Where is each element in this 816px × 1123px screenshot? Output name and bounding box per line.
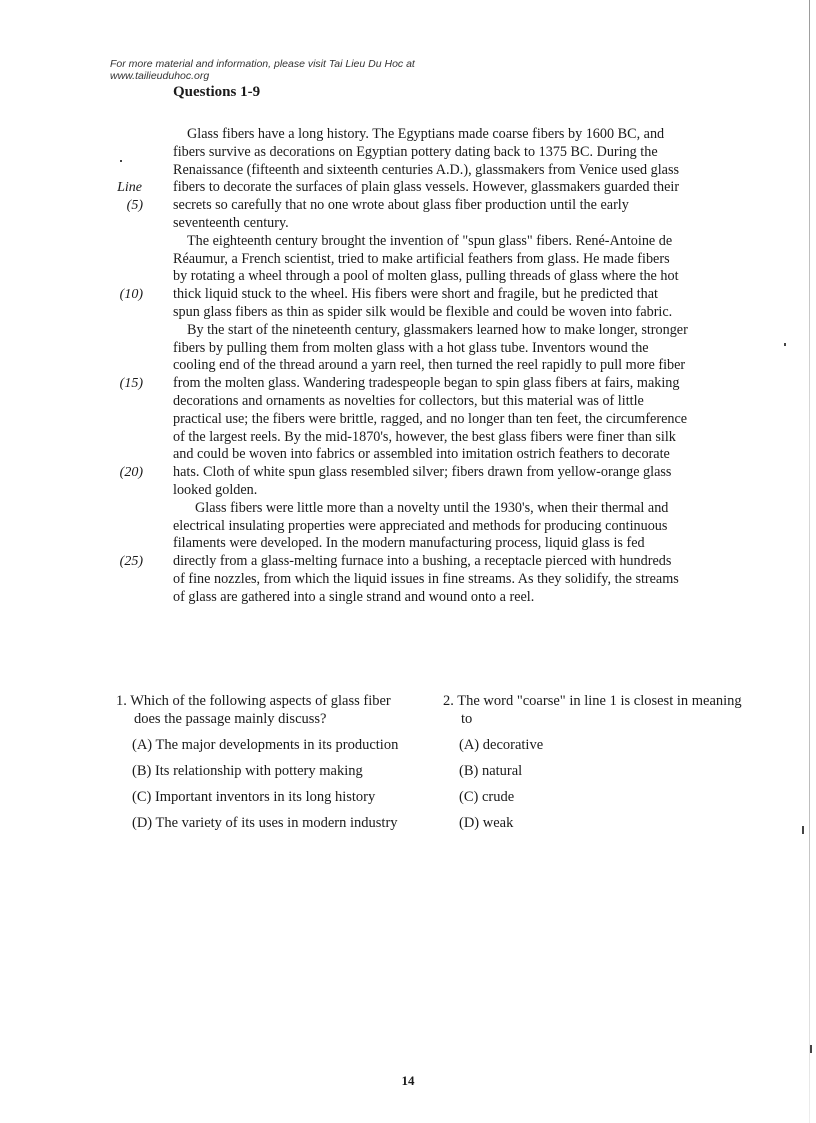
passage-line (0, 268, 816, 285)
passage-line (0, 340, 816, 357)
answer-option[interactable]: (D) The variety of its uses in modern industry (132, 815, 398, 831)
passage-line (0, 144, 816, 161)
question-1 (116, 692, 416, 832)
passage-line (0, 535, 816, 552)
passage-line-text: looked golden. (173, 482, 258, 498)
passage-line-text: fibers to decorate the surfaces of plain glass vessels. However, glassmakers guarded their (173, 179, 680, 196)
line-number-label: (25) (119, 554, 143, 570)
passage-line (0, 482, 816, 499)
scan-speck (784, 343, 786, 346)
line-number-label: (20) (119, 465, 143, 481)
scan-speck (802, 826, 804, 834)
passage-line (0, 429, 816, 446)
answer-option[interactable]: (B) natural (459, 763, 523, 779)
question-stem: 2. The word "coarse" in line 1 is closest in meaning to (443, 693, 742, 727)
answer-option[interactable]: (C) crude (459, 789, 515, 805)
scan-speck (120, 160, 122, 162)
passage-line-text: of glass are gathered into a single strand and wound onto a reel. (173, 588, 535, 605)
section-title: Questions 1-9 (173, 84, 261, 100)
passage-line (0, 446, 816, 463)
passage-line-text: electrical insulating properties were appreciated and methods for producing continuous (173, 517, 668, 534)
passage-line (0, 322, 816, 339)
passage-line-text: The eighteenth century brought the invention of "spun glass" fibers. René-Antoine de (187, 232, 673, 249)
passage-line-text: seventeenth century. (173, 215, 289, 231)
answer-option[interactable]: (A) decorative (459, 737, 544, 753)
passage-line-text: spun glass fibers as thin as spider silk would be flexible and could be woven into fabric. (173, 304, 673, 320)
question-2 (443, 692, 743, 832)
passage-line (0, 286, 816, 303)
page-number: 14 (401, 1073, 415, 1088)
passage-line (0, 464, 816, 481)
passage-line-text: by rotating a wheel through a pool of molten glass, pulling threads of glass where the hot (173, 268, 679, 285)
header-line-1: For more material and information, please visit Tai Lieu Du Hoc at (110, 58, 415, 70)
header-url: www.tailieuduhoc.org (110, 70, 210, 82)
passage-line-text: from the molten glass. Wandering tradespeople began to spin glass fibers at fairs, making (173, 375, 680, 392)
passage-line-text: Renaissance (fifteenth and sixteenth centuries A.D.), glassmakers from Venice used glass (173, 161, 680, 178)
answer-option[interactable]: (C) Important inventors in its long history (132, 789, 376, 805)
line-number-label: (10) (119, 287, 143, 303)
passage-line-text: fibers survive as decorations on Egyptian pottery dating back to 1375 BC. During the (173, 143, 658, 160)
passage-line (0, 393, 816, 410)
passage-line (0, 589, 816, 606)
passage-line (0, 357, 816, 374)
passage-line-text: Glass fibers have a long history. The Egyptians made coarse fibers by 1600 BC, and (187, 126, 665, 142)
passage-line-text: Glass fibers were little more than a novelty until the 1930's, when their thermal and (195, 499, 669, 516)
passage-line-text: hats. Cloth of white spun glass resembled silver; fibers drawn from yellow-orange glass (173, 464, 672, 481)
passage-line (0, 411, 816, 428)
passage-line-text: thick liquid stuck to the wheel. His fibers were short and fragile, but he predicted that (173, 286, 658, 303)
passage-line (0, 571, 816, 588)
passage-line (0, 500, 816, 517)
passage-line (0, 179, 816, 196)
passage-line (0, 197, 816, 214)
scan-edge (809, 0, 810, 1123)
passage-line (0, 233, 816, 250)
passage-line-text: practical use; the fibers were brittle, ragged, and no longer than ten feet, the circumference (173, 410, 688, 427)
passage-line-text: of the largest reels. By the mid-1870's, however, the best glass fibers were finer than silk (173, 428, 676, 445)
passage-line-text: directly from a glass-melting furnace into a bushing, a receptacle pierced with hundreds (173, 553, 672, 570)
passage-line-text: fibers by pulling them from molten glass with a hot glass tube. Inventors wound the (173, 339, 649, 356)
passage-line (0, 162, 816, 179)
passage-line (0, 304, 816, 321)
passage-line (0, 553, 816, 570)
line-number-label: (15) (119, 376, 143, 392)
passage-line-text: and could be woven into fabrics or assembled into imitation ostrich feathers to decorate (173, 446, 670, 463)
question-stem: 1. Which of the following aspects of glass fiber does the passage mainly discuss? (116, 693, 391, 727)
passage-line-text: cooling end of the thread around a yarn reel, then turned the reel rapidly to pull more fiber (173, 357, 686, 374)
passage-line (0, 251, 816, 268)
passage-line-text: Réaumur, a French scientist, tried to make artificial feathers from glass. He made fibers (173, 250, 670, 267)
passage-line (0, 518, 816, 535)
passage-line-text: decorations and ornaments as novelties for collectors, but this material was of little (173, 393, 644, 409)
answer-option[interactable]: (B) Its relationship with pottery making (132, 763, 363, 779)
answer-option[interactable]: (A) The major developments in its production (132, 737, 399, 753)
passage-line-text: filaments were developed. In the modern manufacturing process, liquid glass is fed (173, 535, 645, 552)
passage-line (0, 375, 816, 392)
answer-option[interactable]: (D) weak (459, 815, 514, 831)
line-number-label: Line (117, 180, 142, 196)
passage-line (0, 215, 816, 232)
source-header (110, 58, 530, 82)
passage-line-text: secrets so carefully that no one wrote about glass fiber production until the early (173, 197, 629, 214)
line-number-label: (5) (126, 198, 143, 214)
passage-line-text: By the start of the nineteenth century, glassmakers learned how to make longer, stronger (187, 321, 688, 338)
passage-line-text: of fine nozzles, from which the liquid issues in fine streams. As they solidify, the streams (173, 571, 679, 587)
passage-line (0, 126, 816, 143)
scan-speck (810, 1045, 812, 1053)
